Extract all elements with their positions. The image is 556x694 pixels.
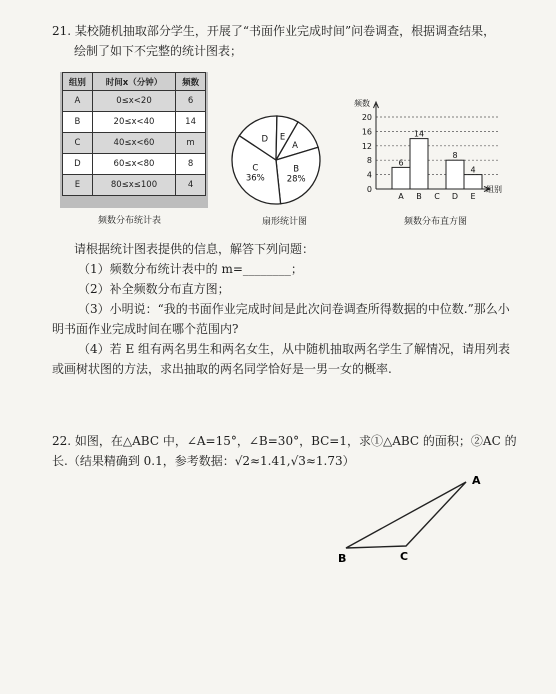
y-tick-label: 16 [361,127,372,137]
vertex-label-c: C [400,550,409,563]
table-cell: E [63,175,93,196]
y-tick-label: 20 [361,113,372,122]
table-row [63,175,206,196]
table-row [63,154,206,175]
histogram-chart [340,94,520,214]
triangle-diagram [330,470,500,570]
vertex-label-a: A [472,474,481,487]
bar-data-label: 14 [413,129,425,139]
x-tick-label: E [470,192,476,201]
pie-slice-label-c: C [252,163,259,174]
table-cell: 20≤x<40 [92,112,175,133]
x-tick-label: A [398,192,404,201]
x-axis-title: 组别 [486,185,502,194]
histogram-bar-b [410,139,428,189]
q21-line2: 绘制了如下不完整的统计图表； [74,44,243,58]
table-cell: m [176,133,206,154]
q21-line1: 21. 某校随机抽取部分学生，开展了“书面作业完成时间”问卷调查，根据调查结果， [52,24,496,38]
pie-caption: 扇形统计图 [262,217,308,227]
table-header-frequency: 频数 [176,73,206,91]
y-axis-title: 频数 [354,99,370,108]
x-tick-label: D [451,192,459,201]
y-tick-label: 8 [366,156,372,166]
q21-intro: 请根据统计图表提供的信息，解答下列问题： [74,242,315,256]
table-caption: 频数分布统计表 [98,216,162,226]
q21-part2: （2）补全频数分布直方图； [78,282,230,296]
table-cell: 60≤x<80 [92,154,175,175]
x-tick-label: C [434,192,440,201]
table-cell: A [63,91,93,112]
table-cell: 8 [176,154,206,175]
table-row [63,112,206,133]
pie-slice-label-d: D [261,134,269,145]
q21-part4-line1: （4）若 E 组有两名男生和两名女生，从中随机抽取两名学生了解情况，请用列表 [78,342,511,356]
x-tick-label: B [416,192,422,201]
pie-slice-label-b: B [293,164,300,175]
q21-part3-line2: 明书面作业完成时间在哪个范围内? [52,322,239,336]
y-tick-label: 4 [366,170,372,180]
frequency-table [62,72,206,196]
q21-part4-line2: 或画树状图的方法，求出抽取的两名同学恰好是一男一女的概率. [52,362,392,376]
histogram-bar-d [446,160,464,189]
table-cell: 0≤x<20 [92,91,175,112]
histogram-caption: 频数分布直方图 [404,217,468,227]
q21-part3-line1: （3）小明说：“我的书面作业完成时间是此次问卷调查所得数据的中位数.”那么小 [78,302,510,316]
pie-slice-label-a: A [292,141,298,151]
q21-part1: （1）频数分布统计表中的 m=________； [78,262,303,276]
table-cell: 14 [176,112,206,133]
histogram-bar-e [464,175,482,189]
table-cell: 4 [176,175,206,196]
pie-slice-label-b: 28% [286,174,306,185]
table-cell: 6 [176,91,206,112]
table-cell: 80≤x≤100 [92,175,175,196]
table-cell: B [63,112,93,133]
bar-data-label: 4 [470,165,476,175]
histogram-bar-a [392,167,410,189]
table-row [63,91,206,112]
y-tick-label: 0 [366,185,372,194]
bar-data-label: 8 [452,151,458,161]
table-header-group: 组别 [63,73,93,91]
table-cell: C [63,133,93,154]
table-header-time: 时间x（分钟） [92,73,175,91]
bar-data-label: 6 [398,158,404,168]
table-cell: D [63,154,93,175]
triangle-abc [346,482,466,548]
y-tick-label: 12 [361,141,372,151]
pie-chart [226,104,326,214]
table-cell: 40≤x<60 [92,133,175,154]
q22-line1: 22. 如图，在△ABC 中，∠A=15°，∠B=30°，BC=1，求①△ABC 的面积；②AC 的 [52,434,517,448]
table-row [63,133,206,154]
vertex-label-b: B [338,552,347,565]
q22-line2: 长.（结果精确到 0.1，参考数据：√2≈1.41,√3≈1.73） [52,454,355,468]
pie-slice-label-e: E [279,132,286,143]
pie-slice-label-c: 36% [245,173,265,184]
